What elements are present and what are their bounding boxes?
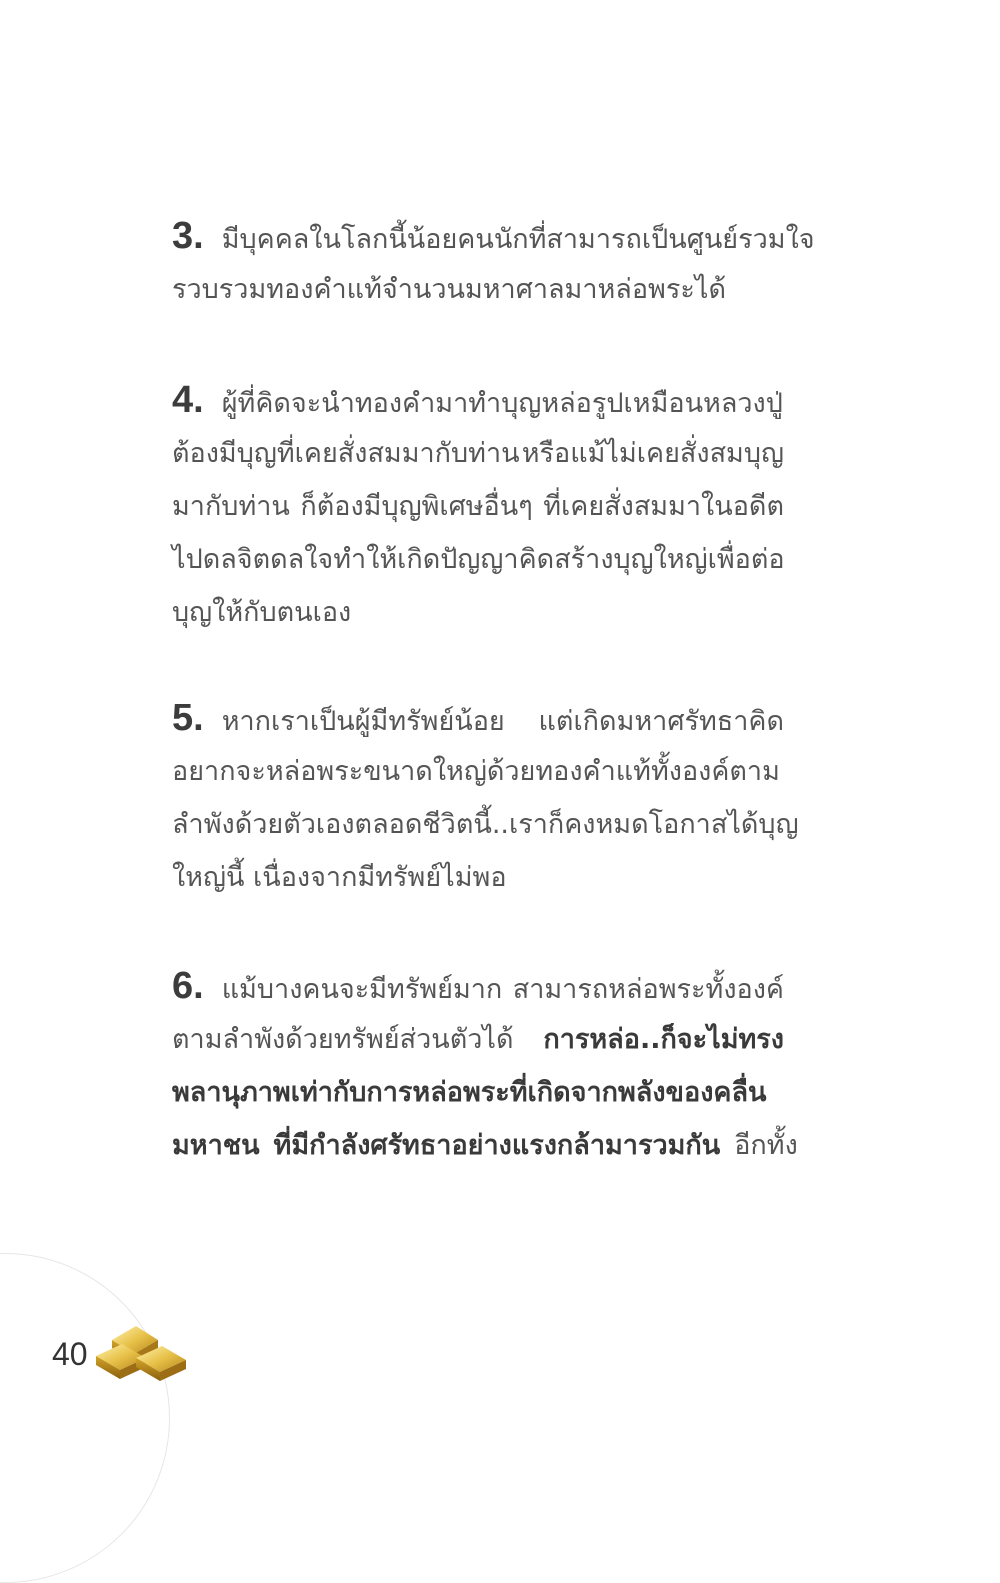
item-3-number: 3. (172, 215, 204, 257)
item-6-bold-text: ที่มีกำลังศรัทธาอย่างแรงกล้ามารวมกัน (273, 1130, 721, 1161)
item-3-line-2 (172, 263, 784, 316)
item-5-line-1-text (222, 695, 784, 748)
item-5-text: หากเราเป็นผู้มีทรัพย์น้อย (221, 706, 505, 737)
item-4-text: หรือแม้ไม่เคยสั่งสมบุญ (521, 438, 784, 469)
item-6-bold-text: มหาชน (172, 1130, 260, 1161)
item-4-text: ต้องมีบุญที่เคยสั่งสมมากับท่าน (172, 438, 520, 469)
item-6-line-4 (172, 1119, 798, 1172)
item-4-line-3 (172, 480, 784, 533)
item-4-text: ที่เคยสั่งสมมาในอดีต (543, 491, 784, 522)
item-5-line-3 (172, 798, 799, 851)
item-5-number: 5. (172, 697, 204, 739)
item-5-text: ตลอดชีวิตนี้..เราก็คงหมดโอกาสได้บุญ (354, 809, 799, 840)
item-4-text: ผู้ที่คิดจะนำทองคำมาทำบุญหล่อรูปเหมือนหลวงปู่ (221, 388, 783, 419)
item-5 (172, 692, 799, 904)
item-5-text: ใหญ่นี้ เนื่องจากมีทรัพย์ไม่พอ (172, 862, 507, 893)
item-6-text: สามารถหล่อพระทั้งองค์ (512, 974, 784, 1005)
item-4-text: ก็ต้องมีบุญพิเศษอื่นๆ (300, 491, 533, 522)
item-5-line-2 (172, 745, 784, 798)
item-6-text: ตามลำพังด้วยทรัพย์ส่วนตัวได้ (172, 1024, 514, 1055)
item-4-line-5 (172, 586, 784, 639)
item-3-text: มีบุคคลในโลกนี้น้อยคนนักที่สามารถเป็นศูนย์รวมใจ (221, 224, 815, 255)
item-6-line-2 (172, 1013, 784, 1066)
item-3 (172, 210, 815, 316)
item-4-line-2 (172, 427, 784, 480)
item-6-text: แม้บางคนจะมีทรัพย์มาก (221, 974, 503, 1005)
item-3-line-1 (172, 210, 815, 263)
item-6-number: 6. (172, 965, 204, 1007)
item-6-line-1 (172, 960, 784, 1013)
item-6-bold-text: การหล่อ..ก็จะไม่ทรง (543, 1024, 784, 1055)
item-4-number: 4. (172, 379, 204, 421)
item-6-line-1-text (222, 963, 784, 1016)
page-number: 40 (52, 1336, 88, 1372)
item-4 (172, 374, 784, 639)
item-4-text: เพื่อต่อ (707, 544, 785, 575)
item-5-text: อยากจะหล่อพระขนาดใหญ่ด้วยทองคำแท้ทั้งองค์ตาม (172, 756, 780, 787)
item-5-line-4 (172, 851, 784, 904)
item-4-line-4 (172, 533, 784, 586)
item-6-bold-text: พลานุภาพเท่ากับการหล่อพระที่เกิดจากพลังของคลื่น (172, 1077, 767, 1108)
item-5-line-1 (172, 692, 784, 745)
item-6-line-3 (172, 1066, 784, 1119)
item-3-text: รวบรวมทองคำแท้จำนวนมหาศาลมาหล่อพระได้ (172, 274, 726, 305)
item-4-text: มากับท่าน (172, 491, 290, 522)
item-5-text: ลำพังด้วยตัวเอง (172, 809, 355, 840)
item-6-text: อีกทั้ง (734, 1130, 798, 1161)
gold-bars-icon (92, 1318, 192, 1388)
decorative-arc (0, 1253, 170, 1583)
item-6 (172, 960, 798, 1172)
item-4-text: ไปดลจิตดลใจทำให้เกิดปัญญาคิดสร้างบุญใหญ่ (172, 544, 708, 575)
item-4-line-1 (172, 374, 784, 427)
item-4-text: บุญให้กับตนเอง (172, 597, 352, 628)
item-5-text: แต่เกิดมหาศรัทธาคิด (538, 706, 784, 737)
